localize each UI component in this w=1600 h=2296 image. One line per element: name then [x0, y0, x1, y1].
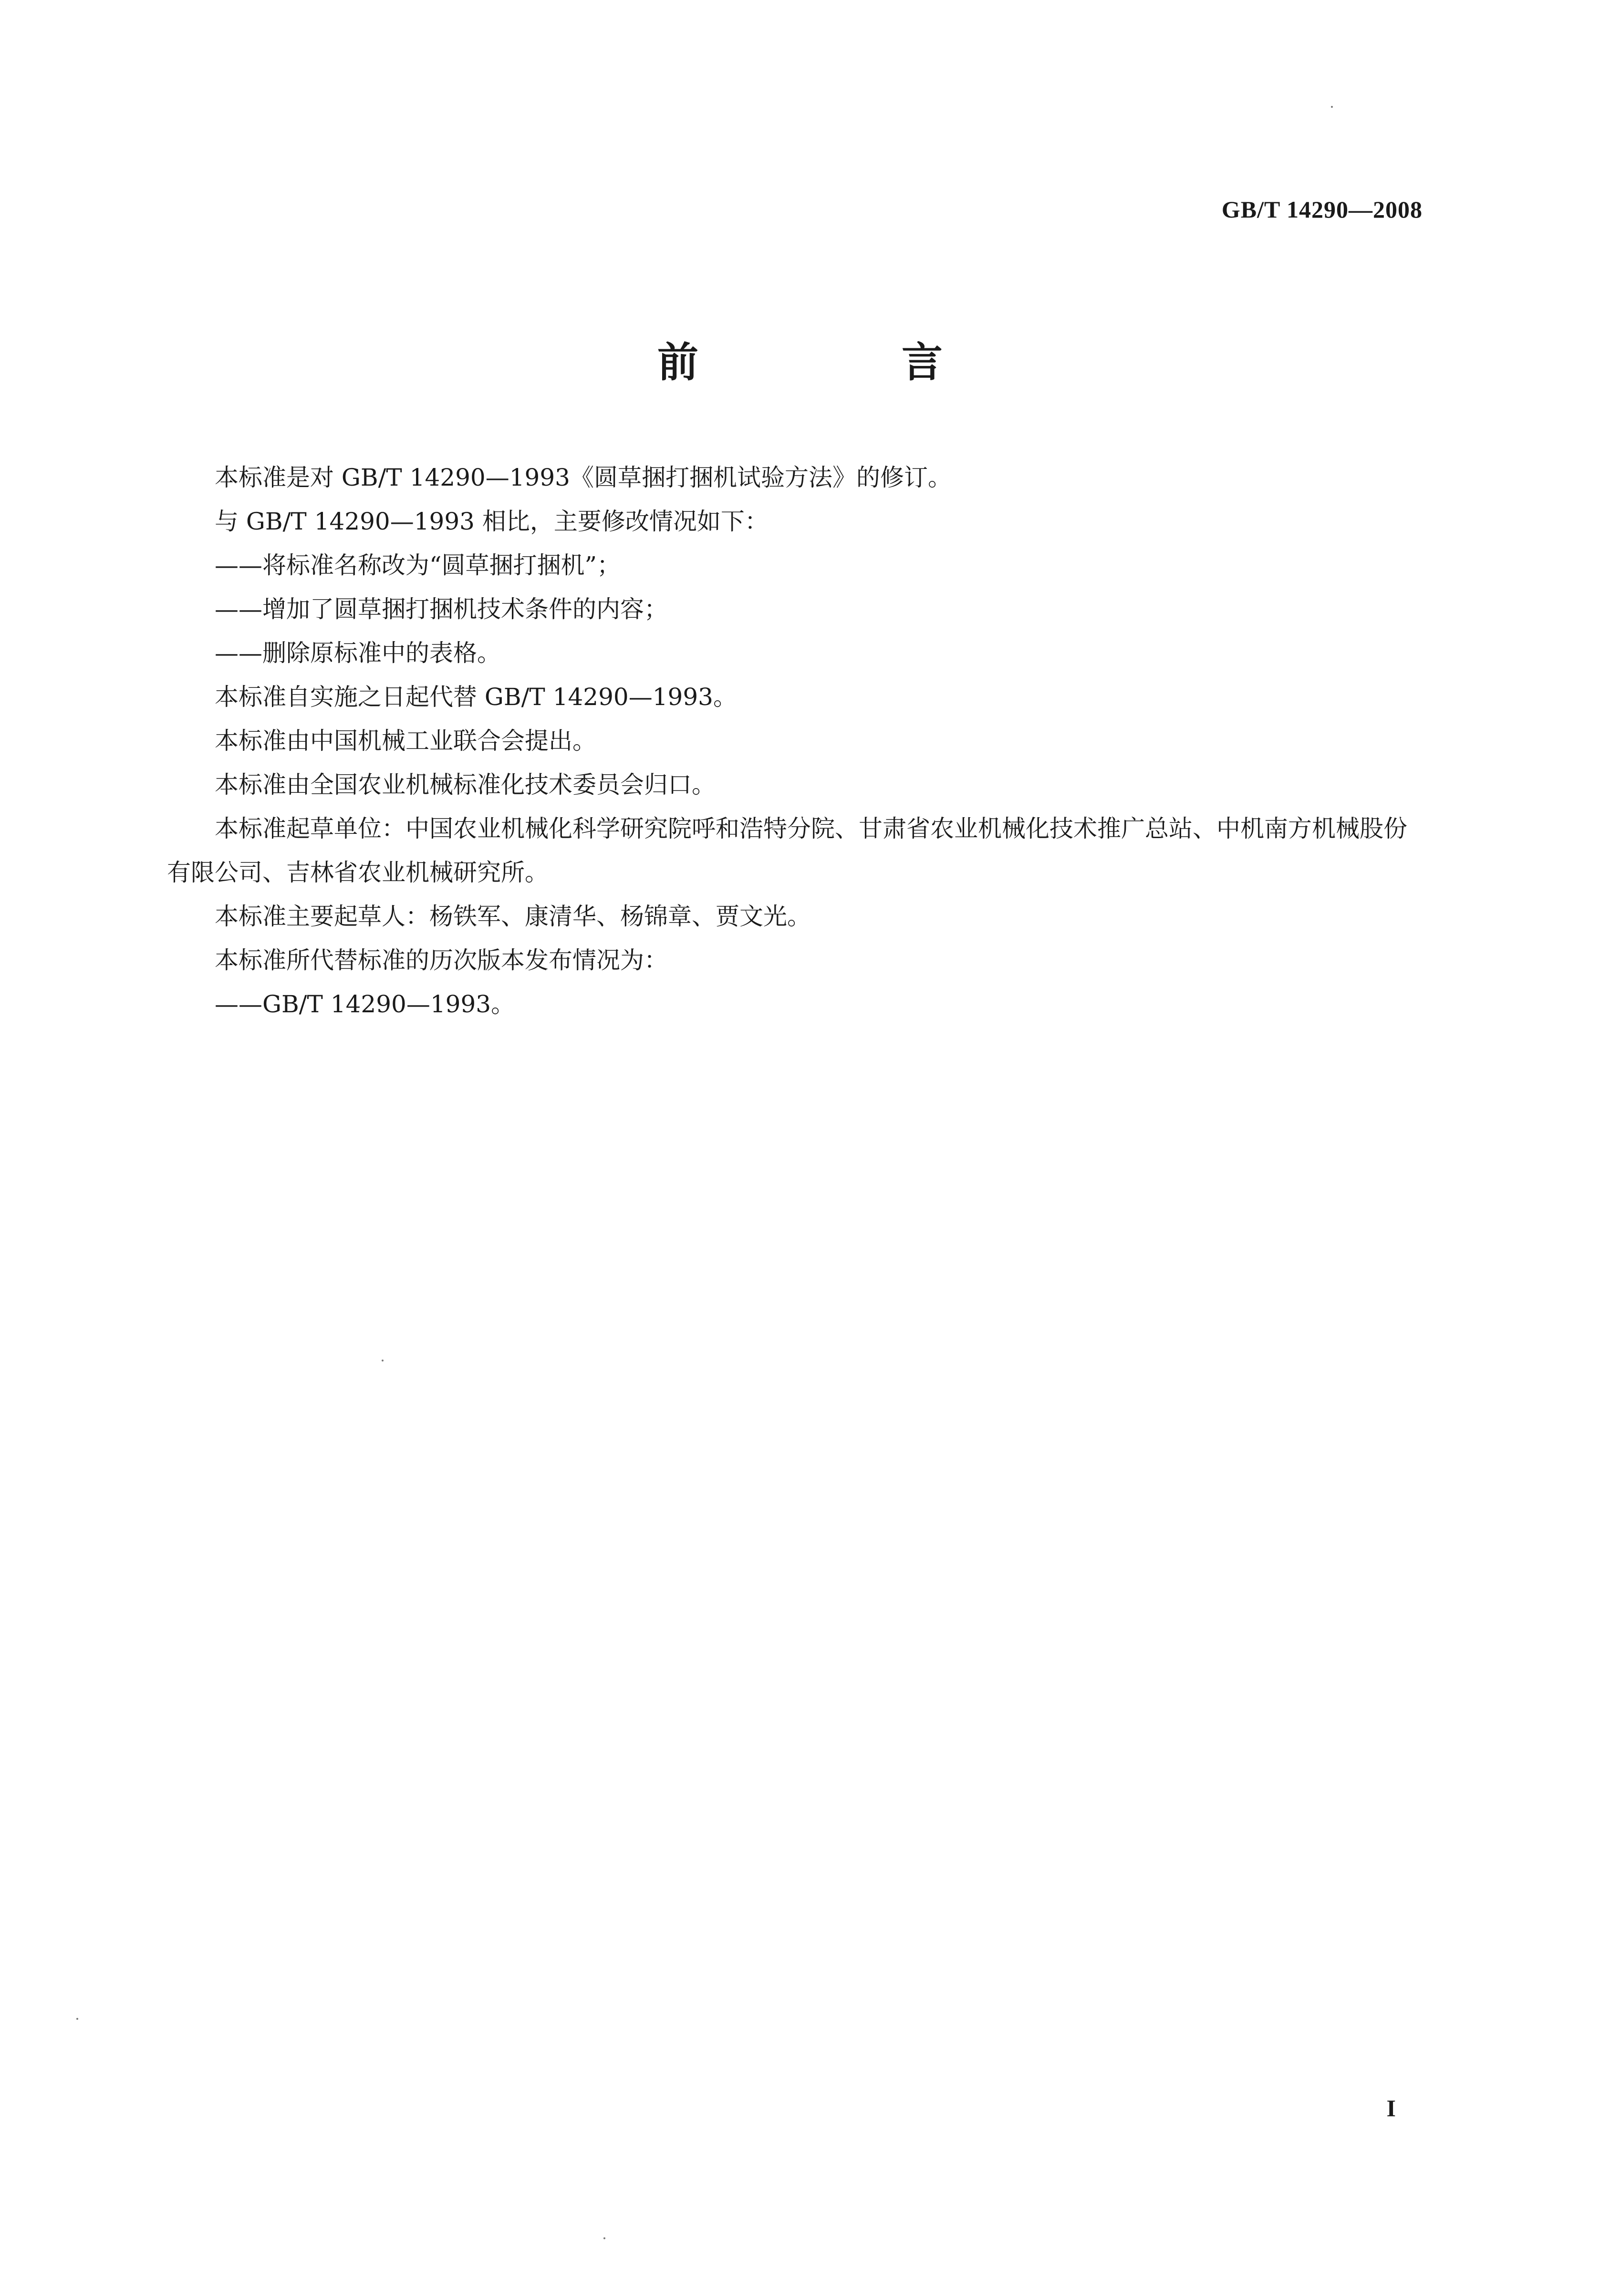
paragraph: 本标准是对 GB/T 14290—1993《圆草捆打捆机试验方法》的修订。	[215, 464, 952, 491]
page-title: 前 言	[657, 339, 1024, 386]
scan-speck	[1331, 106, 1333, 108]
list-item: ——GB/T 14290—1993。	[215, 990, 515, 1018]
scan-speck	[603, 2237, 605, 2239]
paragraph: 与 GB/T 14290—1993 相比，主要修改情况如下：	[215, 508, 769, 535]
paragraph: 本标准起草单位：中国农业机械化科学研究院呼和浩特分院、甘肃省农业机械化技术推广总站、中机南方机械股份有限公司、吉林省农业机械研究所。	[167, 815, 1407, 886]
scan-speck	[382, 1360, 384, 1361]
page-number: I	[1386, 2095, 1396, 2121]
paragraph: 本标准由中国机械工业联合会提出。	[215, 727, 596, 755]
paragraph: 本标准主要起草人：杨铁军、康清华、杨锦章、贾文光。	[215, 903, 811, 930]
list-item: ——将标准名称改为“圆草捆打捆机”；	[215, 551, 621, 579]
foreword-body	[167, 456, 1426, 1026]
list-item: ——增加了圆草捆打捆机技术条件的内容；	[215, 595, 668, 623]
scan-speck	[76, 2018, 78, 2020]
standard-number: GB/T 14290—2008	[1221, 196, 1423, 223]
list-item: ——删除原标准中的表格。	[215, 639, 501, 667]
paragraph: 本标准自实施之日起代替 GB/T 14290—1993。	[215, 683, 737, 711]
paragraph: 本标准由全国农业机械标准化技术委员会归口。	[215, 771, 716, 799]
paragraph: 本标准所代替标准的历次版本发布情况为：	[215, 946, 668, 974]
